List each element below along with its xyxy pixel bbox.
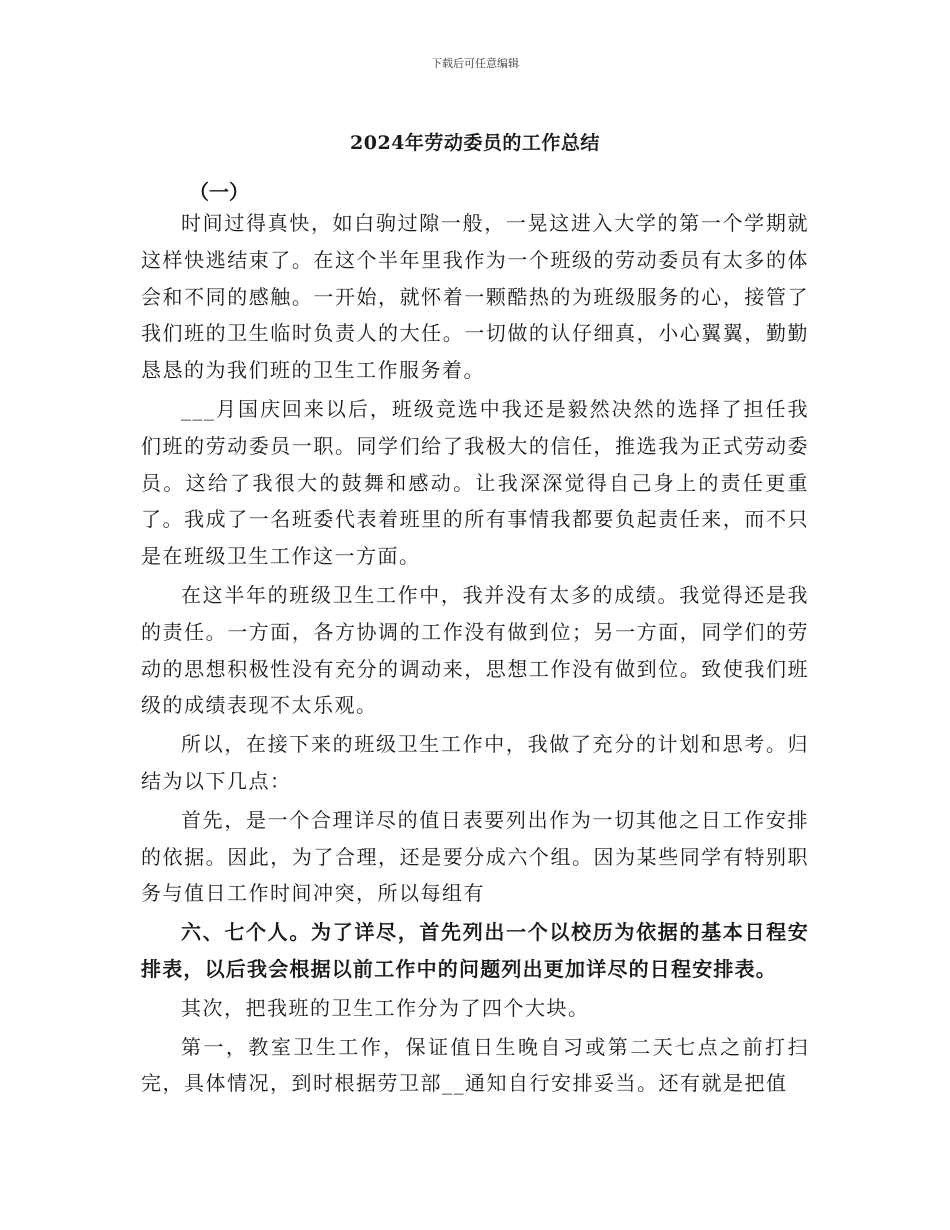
header-note: 下载后可任意编辑 <box>431 57 519 70</box>
paragraph: ___月国庆回来以后，班级竞选中我还是毅然决然的选择了担任我们班的劳动委员一职。同学们给了我极大的信任，推选我为正式劳动委员。这给了我很大的鼓舞和感动。让我深深觉得自己身上的责任更重了。我成了一名班委代表着班里的所有事情我都要负起责任来，而不只是在班级卫生工作这一方面。 <box>141 396 809 569</box>
paragraph: 其次，把我班的卫生工作分为了四个大块。 <box>181 995 590 1020</box>
paragraph: 在这半年的班级卫生工作中，我并没有太多的成绩。我觉得还是我的责任。一方面，各方协调的工作没有做到位；另一方面，同学们的劳动的思想积极性没有充分的调动来，思想工作没有做到位。致使我们班级的成绩表现不太乐观。 <box>141 582 809 718</box>
section-label: （一） <box>189 180 249 204</box>
paragraph: 第一，教室卫生工作，保证值日生晚自习或第二天七点之前打扫完，具体情况，到时根据劳卫部__通知自行安排妥当。还有就是把值 <box>141 1034 809 1096</box>
document-title: 2024年劳动委员的工作总结 <box>350 132 600 154</box>
document-body <box>141 205 809 1102</box>
paragraph: 首先，是一个合理详尽的值日表要列出作为一切其他之日工作安排的依据。因此，为了合理，还是要分成六个组。因为某些同学有特别职务与值日工作时间冲突，所以每组有 <box>141 807 809 906</box>
paragraph: 时间过得真快，如白驹过隙一般，一晃这进入大学的第一个学期就这样快逃结束了。在这个半年里我作为一个班级的劳动委员有太多的体会和不同的感触。一开始，就怀着一颗酷热的为班级服务的心，接管了我们班的卫生临时负责人的大任。一切做的认仔细真，小心翼翼，勤勤恳恳的为我们班的卫生工作服务着。 <box>141 211 809 383</box>
paragraph: 所以，在接下来的班级卫生工作中，我做了充分的计划和思考。归结为以下几点： <box>141 732 809 793</box>
paragraph: 六、七个人。为了详尽，首先列出一个以校历为依据的基本日程安排表，以后我会根据以前工作中的问题列出更加详尽的日程安排表。 <box>141 920 809 981</box>
